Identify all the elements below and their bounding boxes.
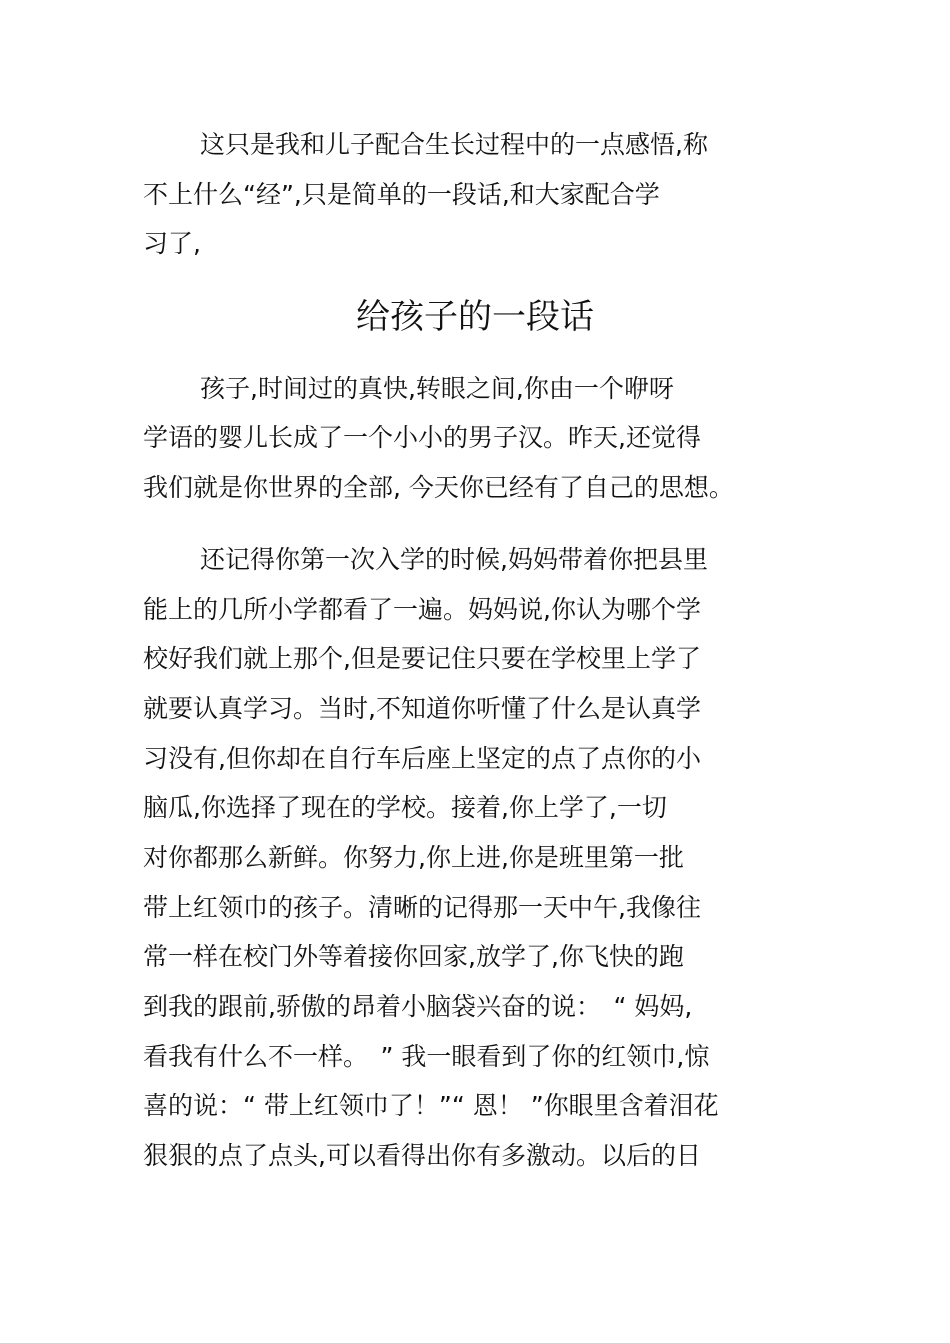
paragraph-line: 对你都那么新鲜。你努力,你上进,你是班里第一批 — [143, 843, 684, 872]
paragraph-line: 带上红领巾的孩子。清晰的记得那一天中午,我像往 — [143, 893, 701, 922]
paragraph-line: 习没有,但你却在自行车后座上坚定的点了点你的小 — [143, 744, 701, 773]
paragraph-line: 脑瓜,你选择了现在的学校。接着,你上学了,一切 — [143, 793, 667, 822]
intro-line: 这只是我和儿子配合生长过程中的一点感悟,称 — [200, 130, 708, 159]
paragraph-line: 就要认真学习。当时,不知道你听懂了什么是认真学 — [143, 694, 701, 723]
intro-line: 不上什么“经”,只是简单的一段话,和大家配合学 — [143, 180, 660, 209]
paragraph-line: 校好我们就上那个,但是要记住只要在学校里上学了 — [143, 644, 701, 673]
intro-line: 习了, — [143, 229, 201, 258]
paragraph-line: 狠狠的点了点头,可以看得出你有多激动。以后的日 — [143, 1141, 701, 1170]
paragraph-line: 看我有什么不一样。 ” 我一眼看到了你的红领巾,惊 — [143, 1042, 710, 1071]
paragraph-line: 孩子,时间过的真快,转眼之间,你由一个咿呀 — [200, 374, 674, 403]
paragraph-line: 常一样在校门外等着接你回家,放学了,你飞快的跑 — [143, 942, 684, 971]
paragraph-line: 还记得你第一次入学的时候,妈妈带着你把县里 — [200, 545, 708, 574]
paragraph-line: 学语的婴儿长成了一个小小的男子汉。昨天,还觉得 — [143, 423, 701, 452]
section-title: 给孩子的一段话 — [356, 297, 594, 337]
paragraph-line: 我们就是你世界的全部, 今天你已经有了自己的思想。 — [143, 473, 734, 502]
paragraph-line: 能上的几所小学都看了一遍。妈妈说,你认为哪个学 — [143, 595, 701, 624]
paragraph-line: 到我的跟前,骄傲的昂着小脑袋兴奋的说： “ 妈妈, — [143, 992, 693, 1021]
paragraph-line: 喜的说：“ 带上红领巾了！”“ 恩！ ”你眼里含着泪花 — [143, 1091, 719, 1120]
